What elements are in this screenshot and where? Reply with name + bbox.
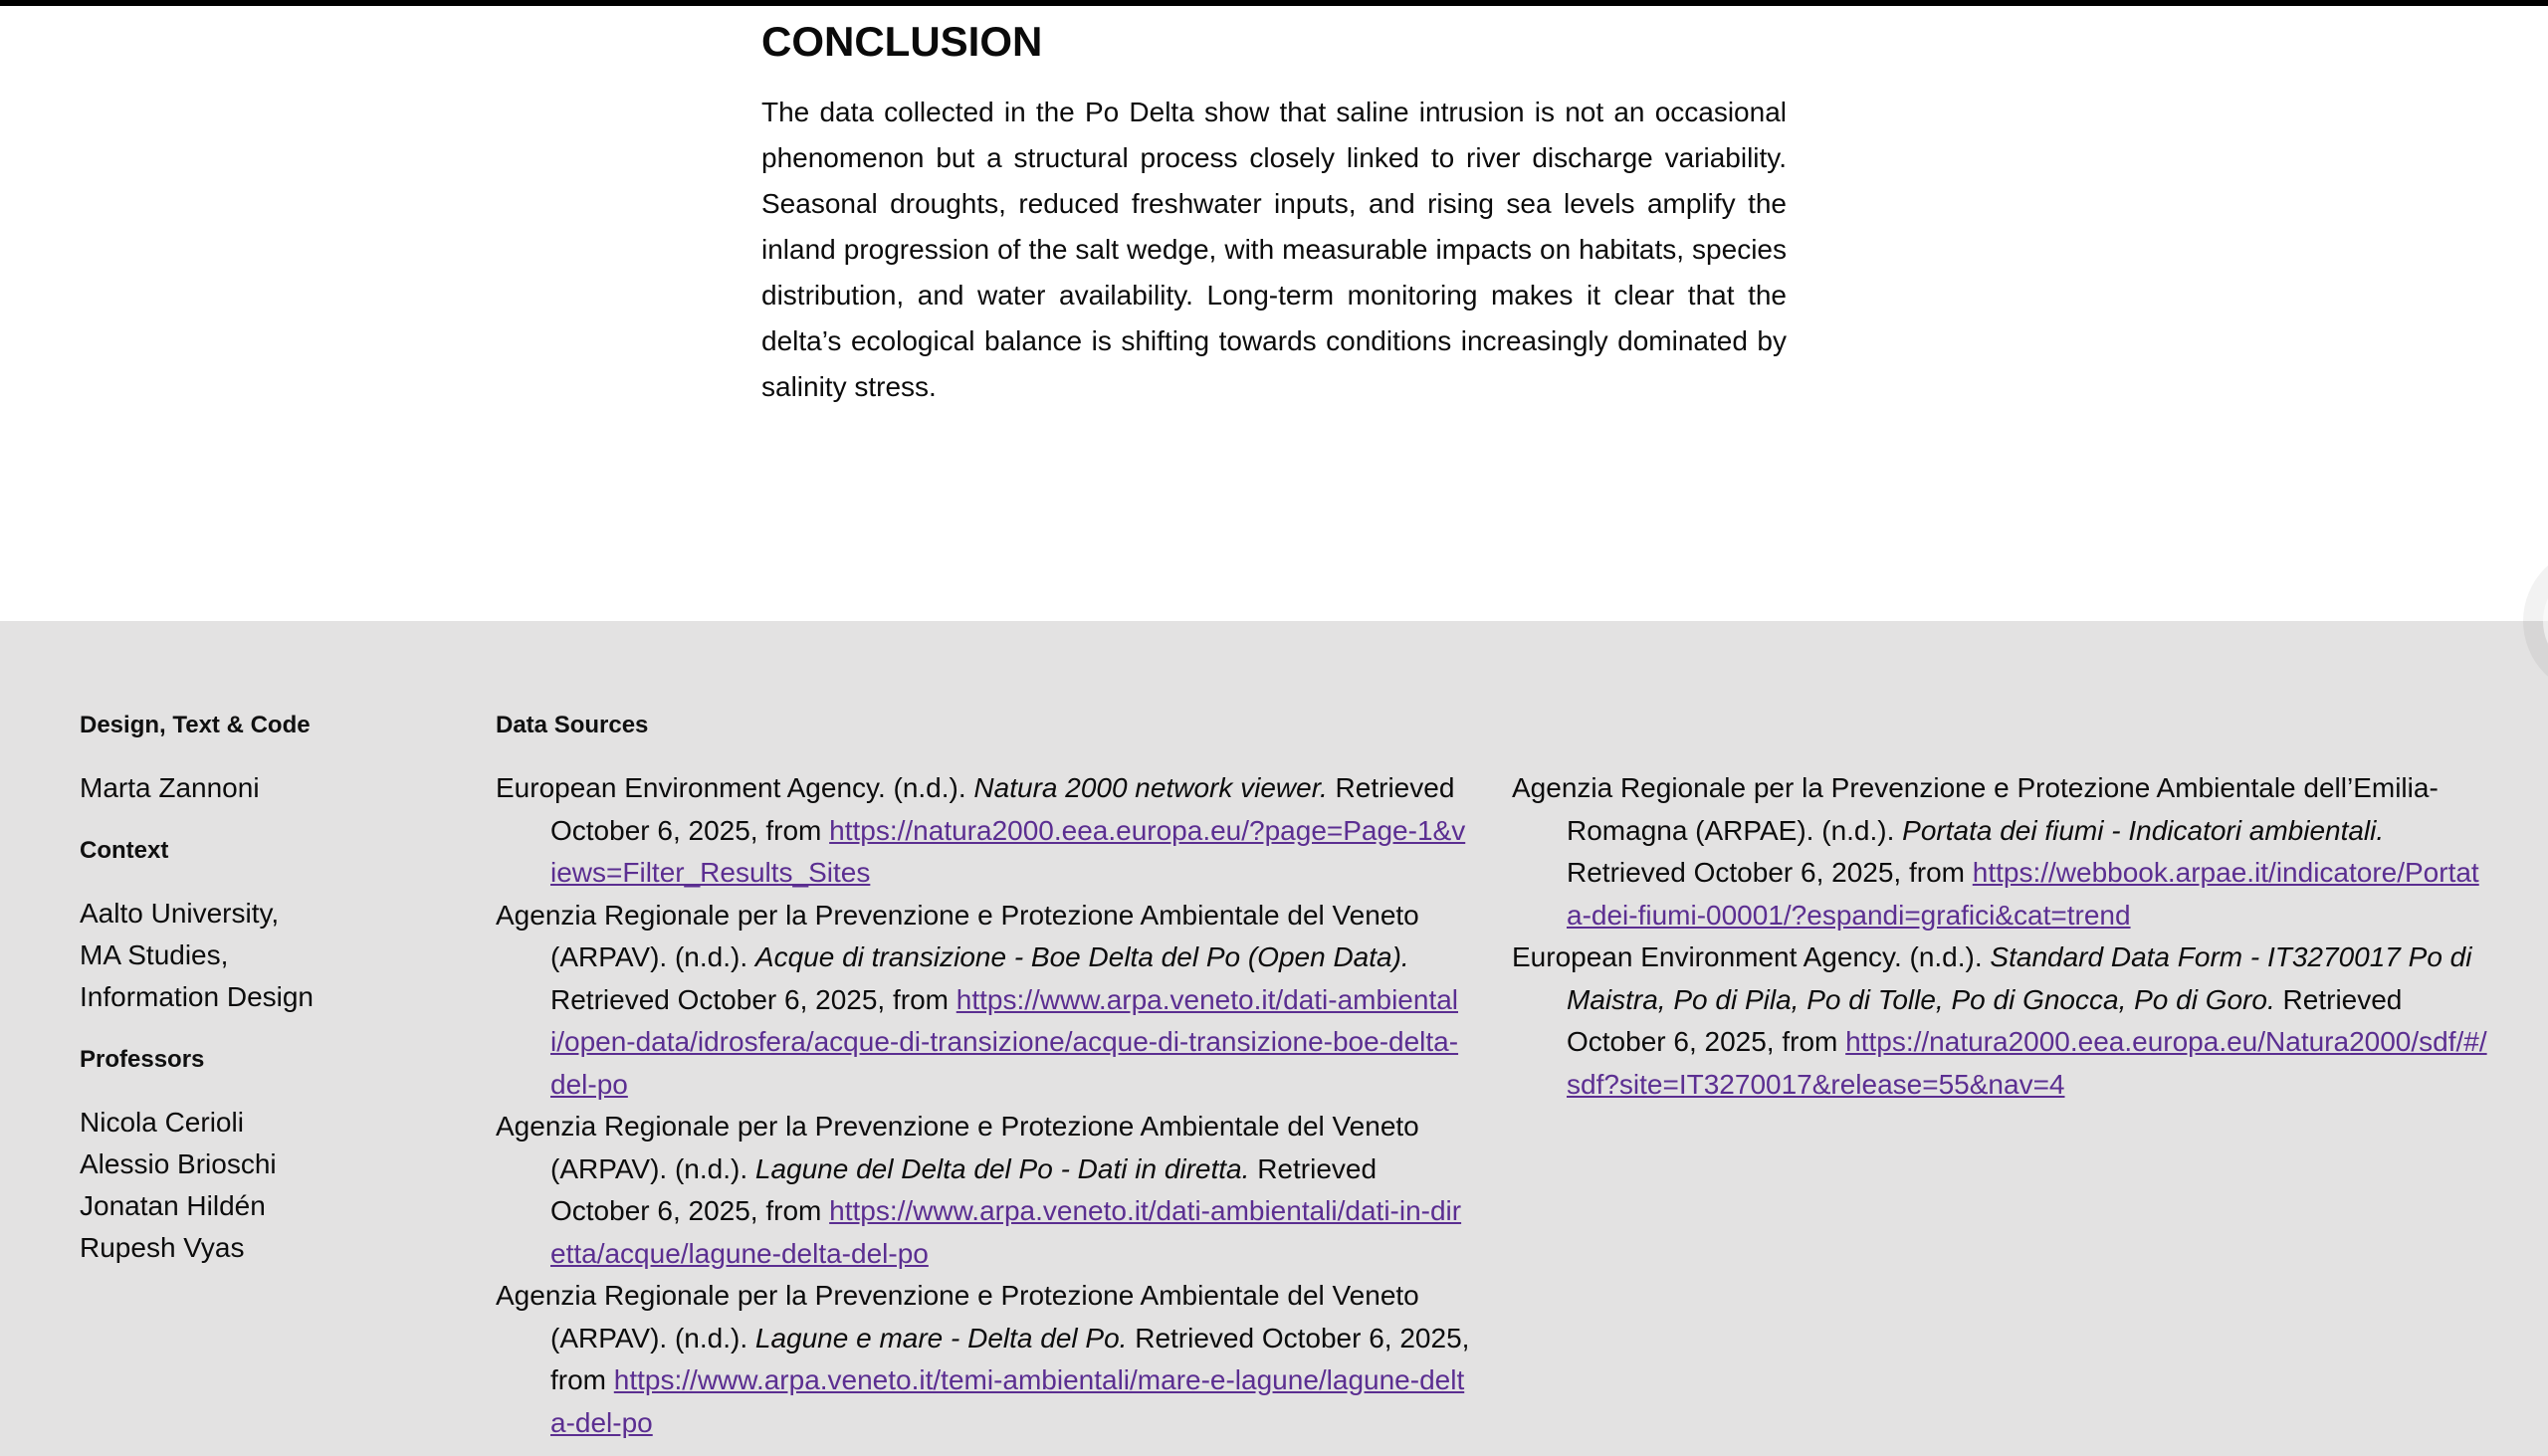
citation-title: Acque di transizione - Boe Delta del Po (Open Data). <box>754 941 1409 972</box>
citation-title: Natura 2000 network viewer. <box>973 772 1328 803</box>
citation-text: Retrieved October 6, 2025, from <box>1567 983 2403 1057</box>
citation-text: Agenzia Regionale per la Prevenzione e Protezione Ambientale dell’Emilia-Romagna (ARPAE). (n.d.). <box>1512 772 2439 846</box>
citation-text: Agenzia Regionale per la Prevenzione e Protezione Ambientale del Veneto (ARPAV). (n.d.). <box>496 899 1419 972</box>
citation-link[interactable]: https://www.arpa.veneto.it/dati-ambientali/dati-in-diretta/acque/lagune-delta-del-po <box>550 1195 1462 1269</box>
list-line: MA Studies, <box>80 939 229 970</box>
list-line: Alessio Brioschi <box>80 1148 277 1179</box>
citation-text: Retrieved October 6, 2025, from <box>550 1322 1470 1395</box>
citation <box>1512 767 2487 936</box>
citation-list-1 <box>496 767 1471 1444</box>
citation-link[interactable]: https://natura2000.eea.europa.eu/?page=Page-1&views=Filter_Results_Sites <box>550 814 1466 888</box>
citation-list-2 <box>1512 767 2487 1106</box>
citation <box>496 1106 1471 1275</box>
citation-text: Retrieved October 6, 2025, from <box>1567 857 1973 888</box>
data-sources-column-1 <box>496 705 1471 1444</box>
conclusion-section <box>0 6 2548 621</box>
citation-title: Lagune del Delta del Po - Dati in diretta. <box>754 1152 1250 1184</box>
citation-link[interactable]: https://natura2000.eea.europa.eu/Natura2000/sdf/#/sdf?site=IT3270017&release=55&nav=4 <box>1567 1026 2487 1100</box>
citation-text: Agenzia Regionale per la Prevenzione e Protezione Ambientale del Veneto (ARPAV). (n.d.). <box>496 1280 1419 1353</box>
citation <box>496 767 1471 895</box>
list-line: Rupesh Vyas <box>80 1232 245 1263</box>
professors-lines <box>80 1102 496 1269</box>
data-sources-label: Data Sources <box>496 712 649 738</box>
citation <box>496 1275 1471 1444</box>
list-line: Nicola Cerioli <box>80 1107 244 1138</box>
citation-text: Agenzia Regionale per la Prevenzione e Protezione Ambientale del Veneto (ARPAV). (n.d.). <box>496 1111 1419 1184</box>
list-line: Aalto University, <box>80 898 280 929</box>
citation <box>1512 936 2487 1106</box>
list-line: Information Design <box>80 981 315 1012</box>
citation-title: Lagune e mare - Delta del Po. <box>754 1322 1128 1353</box>
context-lines <box>80 893 496 1018</box>
citation-link[interactable]: https://webbook.arpae.it/indicatore/Portata-dei-fiumi-00001/?espandi=grafici&cat=trend <box>1567 857 2479 931</box>
citation-title: Standard Data Form - IT3270017 Po di Maistra, Po di Pila, Po di Tolle, Po di Gnocca, Po di Goro. <box>1567 941 2472 1015</box>
citation-text: European Environment Agency. (n.d.). <box>496 772 974 803</box>
credits-label: Design, Text & Code <box>80 712 311 738</box>
citation-text: Retrieved October 6, 2025, from <box>550 1152 1378 1226</box>
credits-column <box>80 705 496 1269</box>
footer <box>0 621 2548 1456</box>
conclusion-paragraph: The data collected in the Po Delta show that saline intrusion is not an occasional phenomenon but a structural process closely linked to river discharge variability. Seasonal droughts, reduced freshwater inputs, and rising sea levels amplify the inland progression of the salt wedge, with measurable impacts on habitats, species distribution, and water availability. Long-term monitoring makes it clear that the delta’s ecological balance is shifting towards conditions increasingly dominated by salinity stress. <box>761 97 1787 403</box>
professors-label: Professors <box>80 1046 205 1073</box>
citation-text: Retrieved October 6, 2025, from <box>550 772 1455 846</box>
citation-link[interactable]: https://www.arpa.veneto.it/temi-ambientali/mare-e-lagune/lagune-delta-del-po <box>550 1364 1465 1438</box>
section-title: CONCLUSION <box>761 18 1043 65</box>
data-sources-column-2 <box>1512 705 2487 1106</box>
citation-text: Retrieved October 6, 2025, from <box>550 983 956 1015</box>
citation-link[interactable]: https://www.arpa.veneto.it/dati-ambientali/open-data/idrosfera/acque-di-transizione/acque-di-transizione-boe-delta-del-po <box>550 983 1459 1100</box>
column-spacer <box>1512 705 2487 767</box>
context-label: Context <box>80 837 169 864</box>
credits-name: Marta Zannoni <box>80 772 260 803</box>
conclusion-block <box>761 6 1787 410</box>
citation-title: Portata dei fiumi - Indicatori ambientali. <box>1902 814 2385 846</box>
citation <box>496 895 1471 1107</box>
citation-text: European Environment Agency. (n.d.). <box>1512 941 1991 972</box>
list-line: Jonatan Hildén <box>80 1190 266 1221</box>
